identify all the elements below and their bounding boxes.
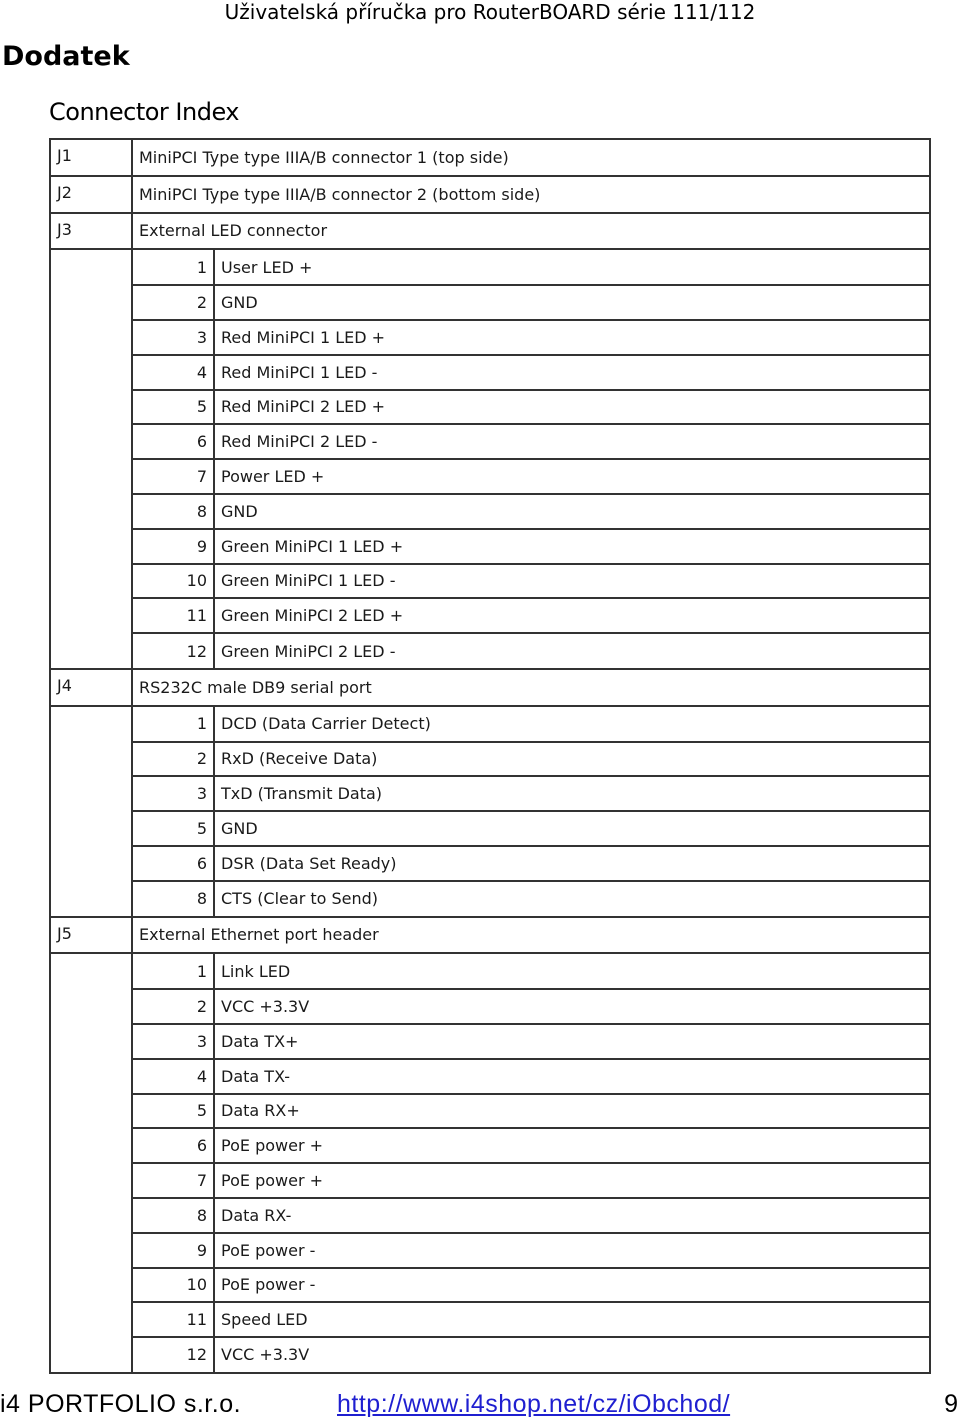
pin-row bbox=[50, 529, 930, 564]
pin-row bbox=[50, 1198, 930, 1233]
pin-label: TxD (Transmit Data) bbox=[214, 776, 930, 811]
pin-row bbox=[50, 424, 930, 459]
connector-span-cell bbox=[50, 989, 132, 1024]
pin-number: 1 bbox=[132, 706, 214, 742]
connector-span-cell bbox=[50, 249, 132, 285]
pin-row bbox=[50, 494, 930, 529]
page-number: 9 bbox=[944, 1390, 958, 1418]
pin-number: 7 bbox=[132, 459, 214, 494]
pin-number: 1 bbox=[132, 249, 214, 285]
connector-span-cell bbox=[50, 953, 132, 989]
connector-span-cell bbox=[50, 776, 132, 811]
pin-number: 10 bbox=[132, 1268, 214, 1303]
connector-span-cell bbox=[50, 459, 132, 494]
connector-span-cell bbox=[50, 355, 132, 390]
pin-number: 4 bbox=[132, 355, 214, 390]
pin-label: VCC +3.3V bbox=[214, 1337, 930, 1373]
pin-label: Red MiniPCI 2 LED + bbox=[214, 390, 930, 425]
pin-label: Green MiniPCI 1 LED + bbox=[214, 529, 930, 564]
pin-row bbox=[50, 390, 930, 425]
connector-span-cell bbox=[50, 811, 132, 846]
pin-row bbox=[50, 355, 930, 390]
connector-span-cell bbox=[50, 1302, 132, 1337]
pin-label: User LED + bbox=[214, 249, 930, 285]
connector-row bbox=[50, 917, 930, 954]
connector-span-cell bbox=[50, 1024, 132, 1059]
pin-number: 5 bbox=[132, 811, 214, 846]
connector-span-cell bbox=[50, 1059, 132, 1094]
pin-label: Data RX- bbox=[214, 1198, 930, 1233]
pin-label: PoE power - bbox=[214, 1268, 930, 1303]
pin-row bbox=[50, 598, 930, 633]
pin-label: Link LED bbox=[214, 953, 930, 989]
page-header: Uživatelská příručka pro RouterBOARD série 111/112 bbox=[224, 0, 756, 24]
pin-number: 12 bbox=[132, 1337, 214, 1373]
pin-row bbox=[50, 776, 930, 811]
pin-number: 3 bbox=[132, 776, 214, 811]
pin-number: 12 bbox=[132, 633, 214, 669]
pin-row bbox=[50, 285, 930, 320]
pin-row bbox=[50, 1163, 930, 1198]
pin-label: DCD (Data Carrier Detect) bbox=[214, 706, 930, 742]
pin-row bbox=[50, 1302, 930, 1337]
pin-row bbox=[50, 989, 930, 1024]
pin-number: 6 bbox=[132, 1128, 214, 1163]
pin-label: PoE power - bbox=[214, 1233, 930, 1268]
connector-span-cell bbox=[50, 1128, 132, 1163]
connector-span-cell bbox=[50, 494, 132, 529]
pin-label: VCC +3.3V bbox=[214, 989, 930, 1024]
pin-label: Data TX+ bbox=[214, 1024, 930, 1059]
connector-span-cell bbox=[50, 1094, 132, 1129]
pin-label: Data TX- bbox=[214, 1059, 930, 1094]
pin-row bbox=[50, 881, 930, 917]
pin-number: 8 bbox=[132, 881, 214, 917]
connector-row bbox=[50, 669, 930, 706]
pin-number: 2 bbox=[132, 285, 214, 320]
connector-span-cell bbox=[50, 1337, 132, 1373]
connector-span-cell bbox=[50, 390, 132, 425]
connector-span-cell bbox=[50, 706, 132, 742]
pin-number: 4 bbox=[132, 1059, 214, 1094]
pin-label: Green MiniPCI 2 LED - bbox=[214, 633, 930, 669]
footer-url-link[interactable]: http://www.i4shop.net/cz/iObchod/ bbox=[337, 1390, 731, 1418]
pin-number: 7 bbox=[132, 1163, 214, 1198]
pin-label: Green MiniPCI 2 LED + bbox=[214, 598, 930, 633]
connector-id: J2 bbox=[50, 176, 132, 213]
pin-label: RxD (Receive Data) bbox=[214, 742, 930, 777]
connector-span-cell bbox=[50, 633, 132, 669]
pin-label: GND bbox=[214, 494, 930, 529]
pin-row bbox=[50, 1128, 930, 1163]
connector-row bbox=[50, 176, 930, 213]
connector-span-cell bbox=[50, 529, 132, 564]
pin-row bbox=[50, 1268, 930, 1303]
pin-label: Red MiniPCI 1 LED - bbox=[214, 355, 930, 390]
pin-number: 8 bbox=[132, 1198, 214, 1233]
footer-company: i4 PORTFOLIO s.r.o. bbox=[0, 1390, 242, 1418]
pin-number: 8 bbox=[132, 494, 214, 529]
pin-number: 6 bbox=[132, 846, 214, 881]
connector-span-cell bbox=[50, 598, 132, 633]
connector-description: External Ethernet port header bbox=[132, 917, 930, 954]
pin-number: 5 bbox=[132, 1094, 214, 1129]
pin-label: Data RX+ bbox=[214, 1094, 930, 1129]
pin-label: GND bbox=[214, 811, 930, 846]
pin-row bbox=[50, 1233, 930, 1268]
pin-row bbox=[50, 249, 930, 285]
pin-row bbox=[50, 953, 930, 989]
pin-row bbox=[50, 1094, 930, 1129]
section-title: Dodatek bbox=[2, 41, 130, 72]
pin-row bbox=[50, 633, 930, 669]
connector-span-cell bbox=[50, 320, 132, 355]
connector-span-cell bbox=[50, 1268, 132, 1303]
connector-span-cell bbox=[50, 846, 132, 881]
pin-row bbox=[50, 1337, 930, 1373]
connector-index-title: Connector Index bbox=[49, 98, 239, 126]
connector-id: J1 bbox=[50, 139, 132, 176]
pin-row bbox=[50, 1059, 930, 1094]
connector-id: J3 bbox=[50, 213, 132, 250]
connector-span-cell bbox=[50, 285, 132, 320]
pin-label: Power LED + bbox=[214, 459, 930, 494]
connector-span-cell bbox=[50, 1163, 132, 1198]
connector-span-cell bbox=[50, 881, 132, 917]
pin-label: Red MiniPCI 2 LED - bbox=[214, 424, 930, 459]
pin-number: 11 bbox=[132, 598, 214, 633]
connector-span-cell bbox=[50, 424, 132, 459]
pin-label: Red MiniPCI 1 LED + bbox=[214, 320, 930, 355]
pin-row bbox=[50, 811, 930, 846]
pin-label: GND bbox=[214, 285, 930, 320]
pin-row bbox=[50, 320, 930, 355]
pin-label: PoE power + bbox=[214, 1128, 930, 1163]
pin-number: 3 bbox=[132, 1024, 214, 1059]
connector-description: MiniPCI Type type IIIA/B connector 2 (bottom side) bbox=[132, 176, 930, 213]
pin-label: Green MiniPCI 1 LED - bbox=[214, 564, 930, 599]
pin-number: 10 bbox=[132, 564, 214, 599]
pin-number: 1 bbox=[132, 953, 214, 989]
connector-description: External LED connector bbox=[132, 213, 930, 250]
connector-row bbox=[50, 139, 930, 176]
connector-description: RS232C male DB9 serial port bbox=[132, 669, 930, 706]
connector-span-cell bbox=[50, 564, 132, 599]
connector-table-body bbox=[50, 139, 930, 1373]
connector-id: J5 bbox=[50, 917, 132, 954]
pin-number: 2 bbox=[132, 742, 214, 777]
connector-row bbox=[50, 213, 930, 250]
connector-id: J4 bbox=[50, 669, 132, 706]
pin-row bbox=[50, 1024, 930, 1059]
pin-number: 5 bbox=[132, 390, 214, 425]
connector-span-cell bbox=[50, 1198, 132, 1233]
pin-row bbox=[50, 742, 930, 777]
pin-row bbox=[50, 459, 930, 494]
connector-span-cell bbox=[50, 742, 132, 777]
pin-number: 3 bbox=[132, 320, 214, 355]
pin-label: Speed LED bbox=[214, 1302, 930, 1337]
pin-label: CTS (Clear to Send) bbox=[214, 881, 930, 917]
pin-number: 2 bbox=[132, 989, 214, 1024]
pin-number: 9 bbox=[132, 1233, 214, 1268]
pin-row bbox=[50, 706, 930, 742]
pin-number: 9 bbox=[132, 529, 214, 564]
pin-label: PoE power + bbox=[214, 1163, 930, 1198]
pin-number: 11 bbox=[132, 1302, 214, 1337]
pin-label: DSR (Data Set Ready) bbox=[214, 846, 930, 881]
pin-row bbox=[50, 564, 930, 599]
connector-index-table bbox=[49, 138, 931, 1374]
pin-row bbox=[50, 846, 930, 881]
pin-number: 6 bbox=[132, 424, 214, 459]
connector-description: MiniPCI Type type IIIA/B connector 1 (top side) bbox=[132, 139, 930, 176]
connector-span-cell bbox=[50, 1233, 132, 1268]
